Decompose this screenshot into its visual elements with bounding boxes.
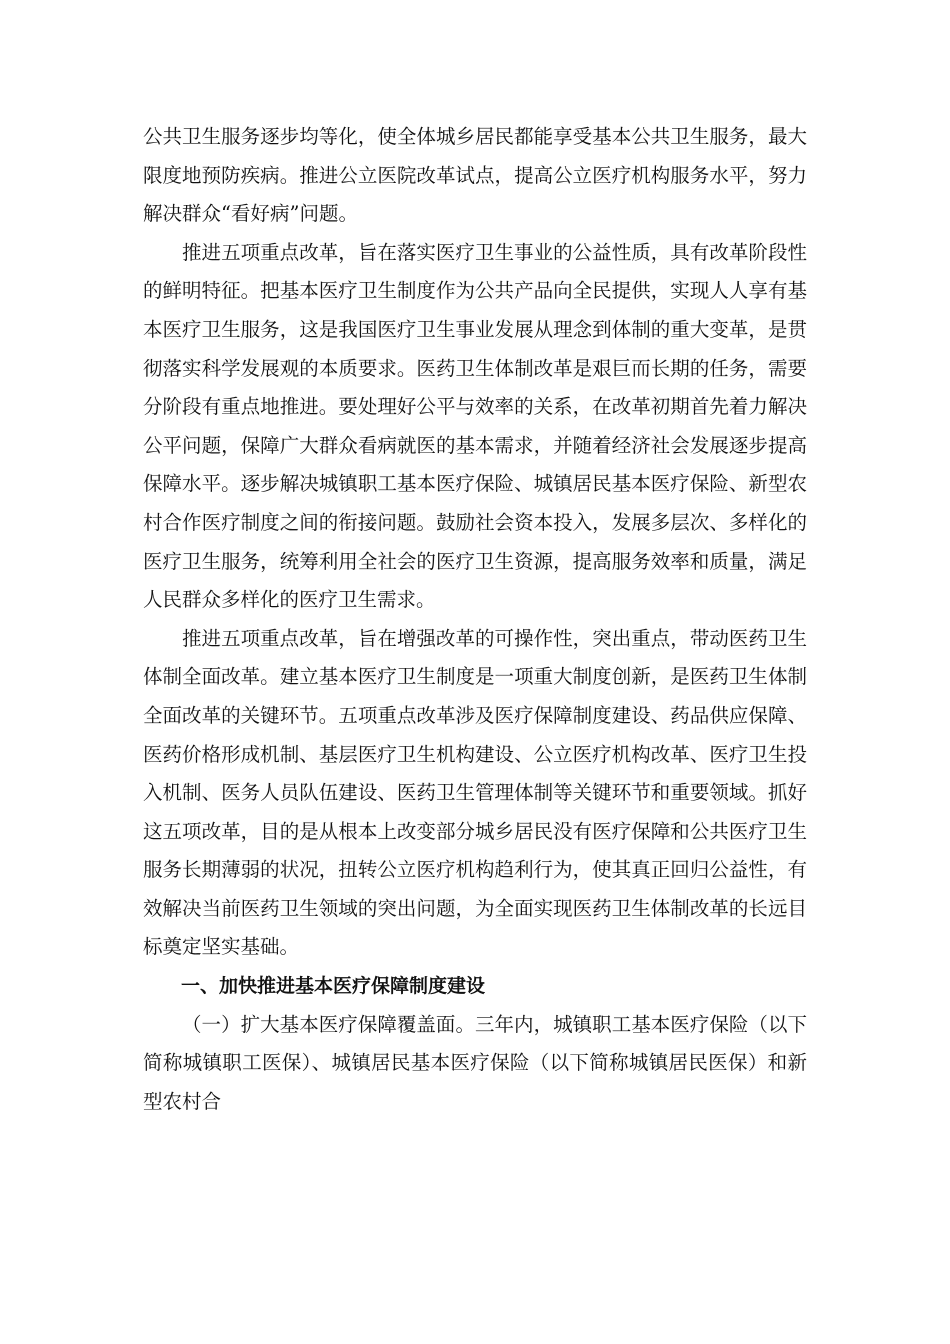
- paragraph-public-welfare: 推进五项重点改革，旨在落实医疗卫生事业的公益性质，具有改革阶段性的鲜明特征。把基本医疗卫生制度作为公共产品向全民提供，实现人人享有基本医疗卫生服务，这是我国医疗卫生事业发展从理念到体制的重大变革，是贯彻落实科学发展观的本质要求。医药卫生体制改革是艰巨而长期的任务，需要分阶段有重点地推进。要处理好公平与效率的关系，在改革初期首先着力解决公平问题，保障广大群众看病就医的基本需求，并随着经济社会发展逐步提高保障水平。逐步解决城镇职工基本医疗保险、城镇居民基本医疗保险、新型农村合作医疗制度之间的衔接问题。鼓励社会资本投入，发展多层次、多样化的医疗卫生服务，统筹利用全社会的医疗卫生资源，提高服务效率和质量，满足人民群众多样化的医疗卫生需求。: [143, 240, 807, 612]
- paragraph-continuation: 公共卫生服务逐步均等化，使全体城乡居民都能享受基本公共卫生服务，最大限度地预防疾病。推进公立医院改革试点，提高公立医疗机构服务水平，努力解决群众“看好病”问题。: [143, 125, 807, 226]
- section-heading: 一、加快推进基本医疗保障制度建设: [181, 975, 486, 998]
- paragraph-operability: 推进五项重点改革，旨在增强改革的可操作性，突出重点，带动医药卫生体制全面改革。建立基本医疗卫生制度是一项重大制度创新，是医药卫生体制全面改革的关键环节。五项重点改革涉及医疗保障制度建设、药品供应保障、医药价格形成机制、基层医疗卫生机构建设、公立医疗机构改革、医疗卫生投入机制、医务人员队伍建设、医药卫生管理体制等关键环节和重要领域。抓好这五项改革，目的是从根本上改变部分城乡居民没有医疗保障和公共医疗卫生服务长期薄弱的状况，扭转公立医疗机构趋利行为，使其真正回归公益性，有效解决当前医药卫生领域的突出问题，为全面实现医药卫生体制改革的长远目标奠定坚实基础。: [143, 626, 807, 959]
- subsection-text: 三年内，城镇职工基本医疗保险（以下简称城镇职工医保）、城镇居民基本医疗保险（以下简称城镇居民医保）和新型农村合: [143, 1012, 807, 1113]
- subsection-label: （一）扩大基本医疗保障覆盖面。: [182, 1012, 475, 1036]
- subsection-paragraph: [143, 1006, 807, 1122]
- document-body: [143, 118, 807, 1121]
